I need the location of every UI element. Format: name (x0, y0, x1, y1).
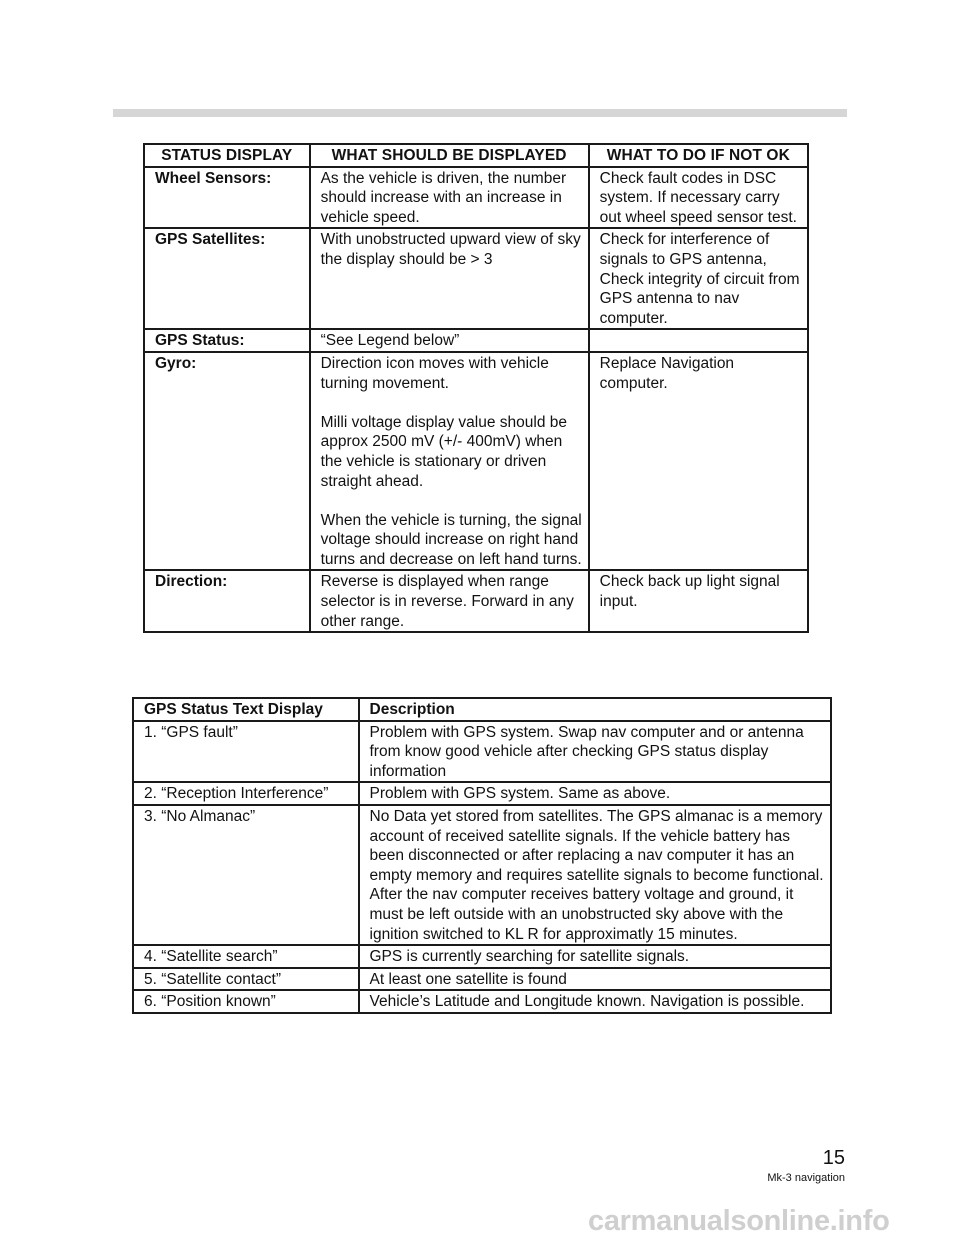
action-cell (589, 329, 808, 352)
status-text-cell: 6. “Position known” (133, 990, 359, 1013)
expected-display-cell (310, 570, 589, 632)
column-header-status-display: STATUS DISPLAY (144, 144, 310, 167)
expected-display-cell (310, 167, 589, 229)
description-cell: Vehicle’s Latitude and Longitude known. Navigation is possible. (359, 990, 832, 1013)
header-rule (113, 109, 847, 117)
status-display-table (143, 143, 809, 633)
action-cell: Check fault codes in DSC system. If necessary carry out wheel speed sensor test. (589, 167, 808, 229)
expected-display-cell (310, 228, 589, 329)
column-header-what-to-do: WHAT TO DO IF NOT OK (589, 144, 808, 167)
row-label: GPS Status: (144, 329, 310, 352)
table-row (144, 228, 808, 329)
cell-paragraph: As the vehicle is driven, the number should increase with an increase in vehicle speed. (320, 169, 567, 226)
row-label: Direction: (144, 570, 310, 632)
column-header-what-should-be-displayed: WHAT SHOULD BE DISPLAYED (310, 144, 589, 167)
expected-display-cell (310, 352, 589, 571)
row-label: GPS Satellites: (144, 228, 310, 329)
table-row (144, 329, 808, 352)
description-cell: Problem with GPS system. Swap nav computer and or antenna from know good vehicle after checking GPS status display information (359, 721, 832, 783)
table-row (133, 945, 831, 968)
table-row (133, 782, 831, 805)
action-cell: Check back up light signal input. (589, 570, 808, 632)
description-cell: No Data yet stored from satellites. The GPS almanac is a memory account of received satellite signals. If the vehicle battery has been disconnected or after replacing a nav computer it has an empty memory and requires satellite signals to become functional. After the nav computer receives battery voltage and ground, it must be left outside with an unobstructed sky above with the ignition switched to KL R for approximatly 15 minutes. (359, 805, 832, 945)
table-row (144, 570, 808, 632)
table-row (133, 968, 831, 991)
description-cell: GPS is currently searching for satellite signals. (359, 945, 832, 968)
cell-paragraph: “See Legend below” (320, 332, 460, 350)
column-header-description: Description (359, 698, 832, 721)
status-text-cell: 5. “Satellite contact” (133, 968, 359, 991)
cell-paragraph: With unobstructed upward view of sky the display should be > 3 (320, 231, 581, 268)
table-row (144, 167, 808, 229)
status-text-cell: 4. “Satellite search” (133, 945, 359, 968)
section-label: Mk-3 navigation (767, 1172, 845, 1184)
cell-paragraph: Reverse is displayed when range selector is in reverse. Forward in any other range. (320, 573, 574, 630)
status-text-cell: 3. “No Almanac” (133, 805, 359, 945)
cell-paragraph: When the vehicle is turning, the signal voltage should increase on right hand turns and decrease on left hand turns. (320, 511, 582, 568)
row-label: Wheel Sensors: (144, 167, 310, 229)
status-text-cell: 2. “Reception Interference” (133, 782, 359, 805)
status-text-cell: 1. “GPS fault” (133, 721, 359, 783)
status-table-header-row (144, 144, 808, 167)
row-label: Gyro: (144, 352, 310, 571)
table-row (133, 990, 831, 1013)
description-cell: At least one satellite is found (359, 968, 832, 991)
cell-paragraph: Milli voltage display value should be approx 2500 mV (+/- 400mV) when the vehicle is stationary or driven straight ahead. (320, 413, 567, 490)
column-header-gps-status-text: GPS Status Text Display (133, 698, 359, 721)
description-cell: Problem with GPS system. Same as above. (359, 782, 832, 805)
legend-table-header-row (133, 698, 831, 721)
table-row (133, 721, 831, 783)
page-number: 15 (822, 1147, 845, 1169)
watermark: carmanualsonline.info (588, 1205, 890, 1237)
cell-paragraph: Direction icon moves with vehicle turning movement. (320, 354, 549, 392)
action-cell: Replace Navigation computer. (589, 352, 808, 571)
action-cell: Check for interference of signals to GPS antenna, Check integrity of circuit from GPS antenna to nav computer. (589, 228, 808, 329)
gps-status-legend-table (132, 697, 832, 1014)
table-row (144, 352, 808, 571)
table-row (133, 805, 831, 945)
expected-display-cell (310, 329, 589, 352)
